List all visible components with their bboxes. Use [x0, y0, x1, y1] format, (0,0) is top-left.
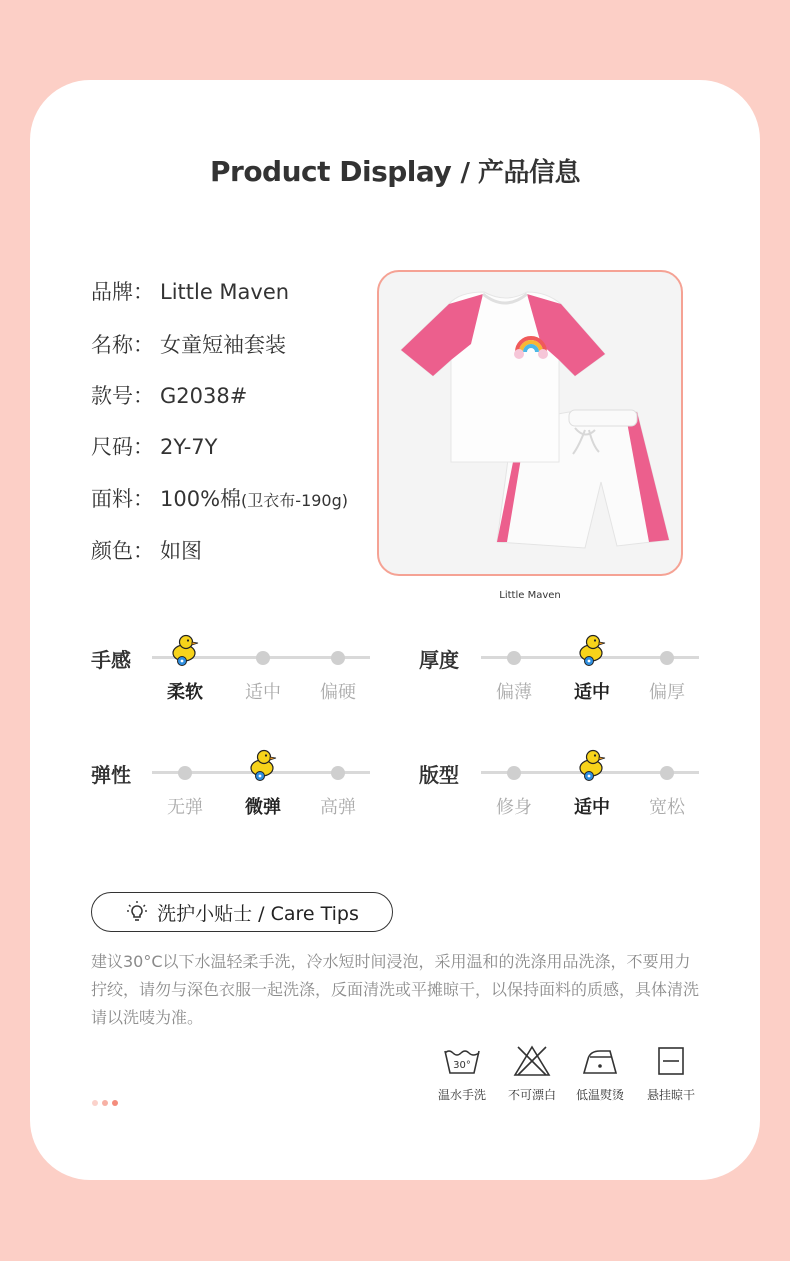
scale-option: 微弹 [245, 797, 281, 818]
duck-marker-icon [576, 748, 608, 782]
scale-label: 厚度 [419, 648, 459, 672]
title-sub: / 产品信息 [460, 158, 581, 188]
info-value: 2Y-7Y [160, 435, 218, 459]
info-row-name [91, 329, 286, 359]
scale-option: 高弹 [320, 797, 356, 818]
scale-option: 偏硬 [320, 682, 356, 703]
scale-dot [507, 766, 521, 780]
info-key: 面料： [91, 487, 154, 511]
outfit-illustration [379, 272, 681, 574]
wash-label: 温水手洗 [437, 1088, 486, 1102]
duck-marker-icon [169, 633, 201, 667]
page-indicator [92, 1091, 122, 1110]
scale-option: 适中 [245, 682, 281, 703]
info-key: 款号： [91, 384, 154, 408]
info-key: 品牌： [91, 280, 154, 304]
wash-temp-badge: 30° [453, 1060, 471, 1071]
scale-option: 柔软 [167, 682, 203, 703]
info-value: 如图 [160, 539, 202, 563]
info-row-size [91, 431, 217, 461]
info-note: (卫衣布-190g) [241, 491, 349, 510]
info-value: 100%棉 [160, 487, 242, 511]
care-tips-title: 洗护小贴士 / Care Tips [157, 902, 359, 925]
page-dot [92, 1100, 98, 1106]
wash-label: 不可漂白 [507, 1088, 556, 1102]
scale-dot [660, 766, 674, 780]
scale-option: 适中 [574, 797, 610, 818]
wash-label: 悬挂晾干 [646, 1088, 695, 1102]
title-main: Product Display [209, 155, 452, 188]
scale-option: 无弹 [167, 797, 203, 818]
info-key: 尺码： [91, 435, 154, 459]
scale-dot [331, 766, 345, 780]
product-photo [377, 270, 683, 576]
care-instructions: 建议30°C以下水温轻柔手洗，冷水短时间浸泡，采用温和的洗涤用品洗涤，不要用力拧绞，请勿与深色衣服一起洗涤，反面清洗或平摊晾干，以保持面料的质感，具体清洗请以洗唛为准。 [91, 952, 700, 1027]
duck-marker-icon [247, 748, 279, 782]
info-row-style-number [91, 380, 247, 410]
scale-label: 弹性 [91, 763, 131, 787]
lightbulb-icon [125, 900, 149, 924]
page-dot [102, 1100, 108, 1106]
scale-option: 宽松 [649, 797, 685, 818]
no-bleach-icon [512, 1045, 552, 1077]
info-value: 女童短袖套装 [160, 333, 286, 357]
scale-dot [331, 651, 345, 665]
hand-wash-30-icon [442, 1045, 482, 1077]
scale-option: 偏薄 [496, 682, 532, 703]
photo-caption: Little Maven [499, 590, 561, 601]
info-row-fabric [91, 483, 348, 513]
iron-low-icon [580, 1045, 620, 1077]
info-value: G2038# [160, 384, 248, 408]
care-tips-pill [91, 892, 393, 932]
info-row-brand [91, 276, 289, 306]
scale-option: 适中 [574, 682, 610, 703]
info-key: 颜色： [91, 539, 154, 563]
scale-dot [507, 651, 521, 665]
scale-label: 版型 [419, 763, 459, 787]
hang-dry-icon [651, 1045, 691, 1077]
scale-dot [256, 651, 270, 665]
info-key: 名称： [91, 333, 154, 357]
scale-dot [178, 766, 192, 780]
page-title [0, 152, 790, 189]
scale-dot [660, 651, 674, 665]
scale-label: 手感 [91, 648, 131, 672]
wash-label: 低温熨烫 [575, 1088, 624, 1102]
page-dot [112, 1100, 118, 1106]
info-row-color [91, 535, 202, 565]
scale-option: 修身 [496, 797, 532, 818]
scale-option: 偏厚 [649, 682, 685, 703]
info-value: Little Maven [160, 280, 290, 304]
duck-marker-icon [576, 633, 608, 667]
